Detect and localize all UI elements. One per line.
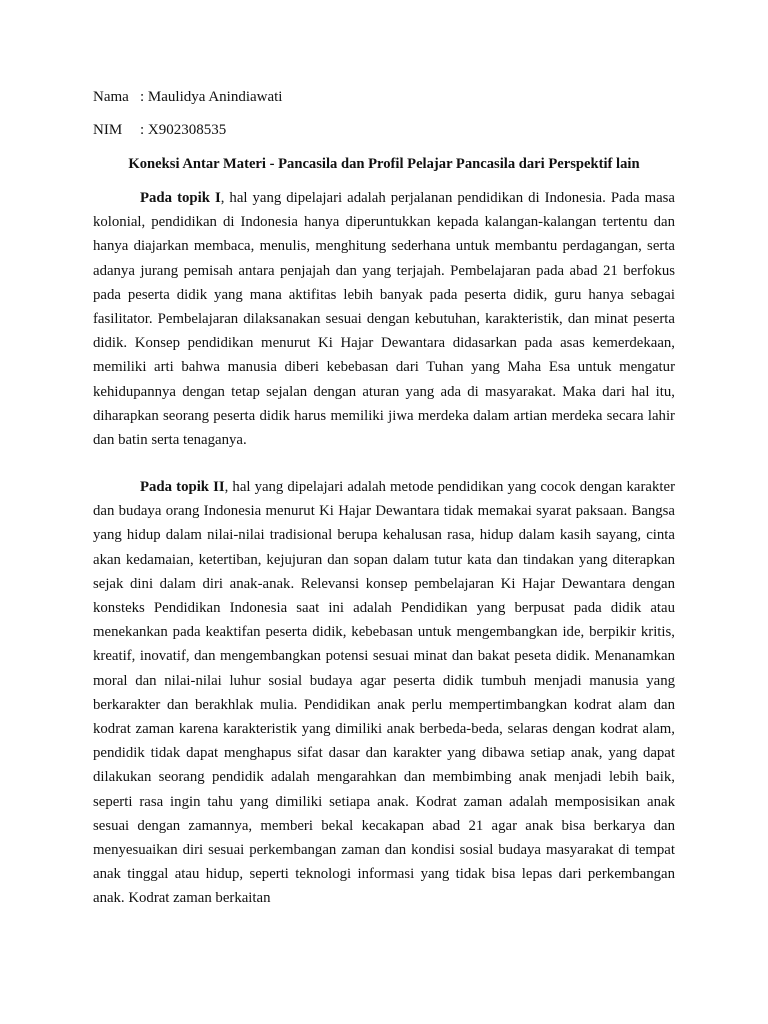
paragraph-body: , hal yang dipelajari adalah perjalanan pendidikan di Indonesia. Pada masa kolonial, pendidikan di Indonesia hanya diperuntukkan kepada kalangan-kalangan tertentu dan hanya diajarkan membaca, menulis, menghitung sederhana untuk membantu perdagangan, serta adanya jurang pemisah antara penjajah dan yang terjajah. Pembelajaran pada abad 21 berfokus pada peserta didik yang mana aktifitas lebih banyak pada peserta didik, guru hanya sebagai fasilitator. Pembelajaran dilaksanakan sesuai dengan kebutuhan, karakteristik, dan minat peserta didik. Konsep pendidikan menurut Ki Hajar Dewantara didasarkan pada asas kemerdekaan, memiliki arti bahwa manusia diberi kebebasan dari Tuhan yang Maha Esa untuk mengatur kehidupannya dengan tetap sejalan dengan aturan yang ada di masyarakat. Maka dari hal itu, diharapkan seorang peserta didik harus memiliki jiwa merdeka dalam artian merdeka secara lahir dan batin serta tenaganya. xyxy=(93,190,675,449)
name-label: Nama xyxy=(93,89,129,105)
paragraph-body: , hal yang dipelajari adalah metode pendidikan yang cocok dengan karakter dan budaya orang Indonesia menurut Ki Hajar Dewantara tidak memakai syarat paksaan. Bangsa yang hidup dalam nilai-nilai tradisional berupa kehalusan rasa, hidup dalam kasih sayang, cinta akan kedamaian, ketertiban, kejujuran dan sopan dalam tutur kata dan tindakan yang diterapkan sejak dini dalam diri anak-anak. Relevansi konsep pembelajaran Ki Hajar Dewantara dengan konsteks Pendidikan Indonesia saat ini adalah Pendidikan yang berpusat pada didik atau menekankan pada keaktifan peserta didik, kebebasan untuk mengembangkan ide, berpikir kritis, kreatif, inovatif, dan mengembangkan potensi sesuai minat dan bakat peseta didik. Menanamkan moral dan nilai-nilai luhur sosial budaya agar peserta didik tumbuh menjadi manusia yang berkarakter dan berakhlak mulia. Pendidikan anak perlu mempertimbangkan kodrat alam dan kodrat zaman karena karakteristik yang dimiliki anak berbeda-beda, selaras dengan kodrat alam, pendidik tidak dapat menghapus sifat dasar dan karakter yang dibawa setiap anak, yang dapat dilakukan seorang pendidik adalah mengarahkan dan membimbing anak menjadi lebih baik, seperti rasa ingin tahu yang dimiliki setiapa anak. Kodrat zaman adalah memposisikan anak sesuai dengan zamannya, memberi bekal kecakapan abad 21 agar anak bisa berkarya dan menyesuaikan diri sesuai perkembangan zaman dan kondisi sosial budaya masyarakat di tempat anak tinggal atau hidup, seperti teknologi informasi yang tidak bisa lepas dari perkembangan anak. Kodrat zaman berkaitan xyxy=(93,479,675,907)
document-title: Koneksi Antar Materi - Pancasila dan Profil Pelajar Pancasila dari Perspektif lain xyxy=(128,156,640,172)
name-line xyxy=(93,87,282,107)
paragraph-lead: Pada topik I xyxy=(140,190,221,206)
nim-value: : X902308535 xyxy=(140,122,227,138)
paragraph-lead: Pada topik II xyxy=(140,479,225,495)
paragraph-topic-2 xyxy=(93,475,675,911)
name-value: : Maulidya Anindiawati xyxy=(140,89,283,105)
nim-label: NIM xyxy=(93,122,123,138)
paragraph-topic-1 xyxy=(93,186,675,452)
nim-line xyxy=(93,120,226,140)
